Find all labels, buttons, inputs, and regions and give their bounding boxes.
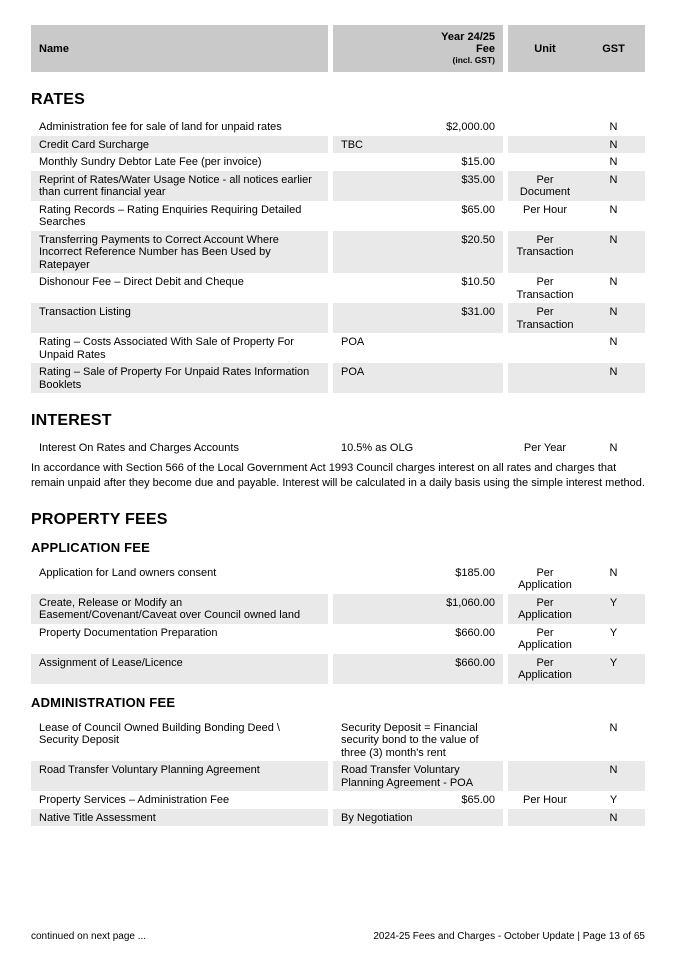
fee-row-name: Interest On Rates and Charges Accounts — [39, 442, 239, 454]
fee-row-unit-gst — [508, 363, 645, 393]
fee-row-amount: TBC — [333, 136, 503, 154]
fee-row-name: Assignment of Lease/Licence — [31, 654, 328, 684]
fee-row-unit — [508, 153, 582, 171]
document-page — [31, 25, 645, 826]
fee-row-unit-gst — [508, 624, 645, 654]
fee-row-unit — [508, 363, 582, 393]
column-header-unit-gst — [508, 25, 645, 72]
fee-table-row — [31, 791, 645, 809]
fee-sections — [31, 91, 645, 826]
fee-table-row — [31, 809, 645, 827]
fee-row-amount: 10.5% as OLG — [341, 442, 414, 454]
fee-row-gst: N — [609, 276, 618, 288]
fee-row-name: Property Documentation Preparation — [39, 626, 218, 639]
fee-row-gst: N — [609, 233, 618, 246]
fee-row-name: Reprint of Rates/Water Usage Notice - all notices earlier than current financial year — [31, 171, 328, 201]
column-header-name: Name — [31, 25, 328, 72]
fee-row-unit: Per Hour — [522, 794, 568, 806]
fee-row-unit-gst — [508, 333, 645, 363]
fee-row-unit — [508, 118, 582, 136]
fee-row-amount: Road Transfer Voluntary Planning Agreement - POA — [333, 761, 503, 791]
fee-row-unit-gst — [508, 201, 645, 231]
fee-row-name: Application for Land owners consent — [39, 566, 217, 579]
fee-table-row — [31, 719, 645, 762]
fee-row-unit-gst — [508, 136, 645, 154]
fee-row-name: Native Title Assessment — [31, 809, 328, 827]
fee-row-name: Property Services – Administration Fee — [39, 794, 230, 806]
fee-row-unit: Per Year — [523, 442, 567, 454]
fee-row-amount: $31.00 — [333, 303, 503, 333]
fee-row-unit-gst — [508, 564, 645, 594]
fee-row-gst: Y — [609, 656, 618, 669]
fee-row-amount: By Negotiation — [333, 809, 503, 827]
fee-row-unit-gst — [508, 231, 645, 274]
fee-row-gst: N — [609, 336, 618, 348]
fee-row-name: Rating – Costs Associated With Sale of Property For Unpaid Rates — [39, 336, 294, 361]
fee-row-unit: Per Document — [519, 173, 571, 198]
fee-table-row — [31, 118, 645, 136]
fee-row-unit: Per Transaction — [516, 233, 574, 258]
fee-row-unit: Per Transaction — [516, 306, 574, 331]
column-header-unit: Unit — [534, 42, 556, 55]
fee-table-row — [31, 231, 645, 274]
fee-row-name: Credit Card Surcharge — [31, 136, 328, 154]
fee-row-name: Transaction Listing — [31, 303, 328, 333]
fee-row-gst: N — [609, 306, 618, 318]
fee-row-unit — [508, 761, 582, 791]
fee-row-unit-gst — [508, 439, 645, 457]
fee-row-unit — [508, 333, 582, 363]
fee-header-line2: Fee — [476, 43, 495, 55]
fee-row-name: Transferring Payments to Correct Account Where Incorrect Reference Number has Been Used by Ratepayer — [31, 231, 328, 274]
table-header — [31, 25, 645, 72]
fee-table-row — [31, 594, 645, 624]
fee-table-row — [31, 201, 645, 231]
fee-row-amount: $1,060.00 — [333, 594, 503, 624]
fee-row-amount: $15.00 — [461, 156, 495, 168]
fee-table-row — [31, 333, 645, 363]
fee-row-gst: Y — [609, 626, 618, 639]
fee-row-unit-gst — [508, 654, 645, 684]
fee-row-amount: $65.00 — [461, 203, 495, 216]
fee-row-unit-gst — [508, 791, 645, 809]
section-heading-application-fee: APPLICATION FEE — [31, 539, 151, 555]
fee-row-unit: Per Application — [518, 626, 572, 651]
fee-row-unit-gst — [508, 273, 645, 303]
fee-row-amount: $65.00 — [461, 794, 495, 806]
fee-row-unit: Per Hour — [522, 203, 568, 216]
fee-row-name: Create, Release or Modify an Easement/Covenant/Caveat over Council owned land — [31, 594, 328, 624]
footer-page-info: 2024-25 Fees and Charges - October Update | Page 13 of 65 — [373, 931, 645, 942]
fee-table-row — [31, 303, 645, 333]
fee-row-unit-gst — [508, 171, 645, 201]
fee-row-amount: $660.00 — [455, 626, 495, 639]
fee-row-amount: POA — [341, 336, 365, 348]
fee-row-unit-gst — [508, 118, 645, 136]
fee-row-gst: Y — [609, 596, 618, 609]
fee-row-unit-gst — [508, 719, 645, 762]
fee-row-name: Dishonour Fee – Direct Debit and Cheque — [39, 276, 244, 288]
fee-table-row — [31, 654, 645, 684]
fee-row-unit-gst — [508, 809, 645, 827]
fee-row-gst: Y — [609, 794, 618, 806]
fee-table-row — [31, 761, 645, 791]
fee-row-unit: Per Transaction — [516, 276, 574, 301]
fee-row-unit: Per Application — [518, 656, 572, 681]
section-note: In accordance with Section 566 of the Local Government Act 1993 Council charges interest on all rates and charges that remain unpaid after they become due and payable. Interest will be calculated in a daily basis using the simple interest method. — [31, 461, 645, 489]
fee-row-unit: Per Application — [518, 596, 572, 621]
fee-row-amount: Security Deposit = Financial security bond to the value of three (3) month's rent — [341, 721, 479, 759]
section-heading-rates: RATES — [31, 91, 86, 108]
fee-row-unit-gst — [508, 153, 645, 171]
fee-header-line3: (incl. GST) — [452, 55, 495, 65]
fee-row-amount: $35.00 — [333, 171, 503, 201]
fee-table-row — [31, 363, 645, 393]
fee-row-gst: N — [609, 121, 618, 133]
footer-continued-text: continued on next page ... — [31, 931, 147, 942]
fee-row-gst: N — [609, 566, 618, 579]
fee-row-gst: N — [609, 173, 618, 186]
fee-table-row — [31, 153, 645, 171]
fee-table-row — [31, 439, 645, 457]
fee-row-gst: N — [609, 442, 618, 454]
fee-row-gst: N — [609, 721, 618, 734]
fee-table-row — [31, 136, 645, 154]
fee-row-name: Rating – Sale of Property For Unpaid Rates Information Booklets — [31, 363, 328, 393]
column-header-gst: GST — [602, 42, 625, 55]
fee-row-amount: $2,000.00 — [446, 121, 495, 133]
fee-row-unit: Per Application — [518, 566, 572, 591]
fee-row-name: Monthly Sundry Debtor Late Fee (per invoice) — [39, 156, 262, 168]
fee-row-unit-gst — [508, 303, 645, 333]
page-footer — [31, 931, 645, 942]
fee-row-name: Lease of Council Owned Building Bonding Deed \ Security Deposit — [39, 721, 280, 746]
fee-row-unit — [508, 136, 582, 154]
section-heading-property-fees: PROPERTY FEES — [31, 510, 168, 528]
fee-row-name: Rating Records – Rating Enquiries Requiring Detailed Searches — [39, 203, 302, 228]
fee-row-gst: N — [609, 811, 618, 824]
fee-row-unit — [508, 719, 582, 762]
fee-table-row — [31, 564, 645, 594]
fee-table-row — [31, 171, 645, 201]
fee-row-amount: $10.50 — [461, 276, 495, 288]
fee-row-amount: POA — [333, 363, 503, 393]
fee-row-amount: $185.00 — [455, 566, 495, 579]
fee-row-gst: N — [609, 764, 618, 776]
fee-row-amount: $20.50 — [333, 231, 503, 274]
fee-row-unit — [508, 809, 582, 827]
fee-row-amount: $660.00 — [333, 654, 503, 684]
column-header-fee — [333, 25, 503, 72]
fee-row-name: Road Transfer Voluntary Planning Agreement — [31, 761, 328, 791]
fee-row-name: Administration fee for sale of land for unpaid rates — [39, 121, 282, 133]
section-heading-interest: INTEREST — [31, 412, 112, 429]
fee-row-gst: N — [609, 138, 618, 151]
fee-row-unit-gst — [508, 594, 645, 624]
fee-table-row — [31, 624, 645, 654]
fee-header-line1: Year 24/25 — [441, 31, 495, 43]
fee-row-unit-gst — [508, 761, 645, 791]
fee-row-gst: N — [609, 203, 618, 216]
section-heading-administration-fee: ADMINISTRATION FEE — [31, 694, 176, 710]
fee-row-gst: N — [609, 366, 618, 378]
fee-row-gst: N — [609, 156, 618, 168]
fee-table-row — [31, 273, 645, 303]
